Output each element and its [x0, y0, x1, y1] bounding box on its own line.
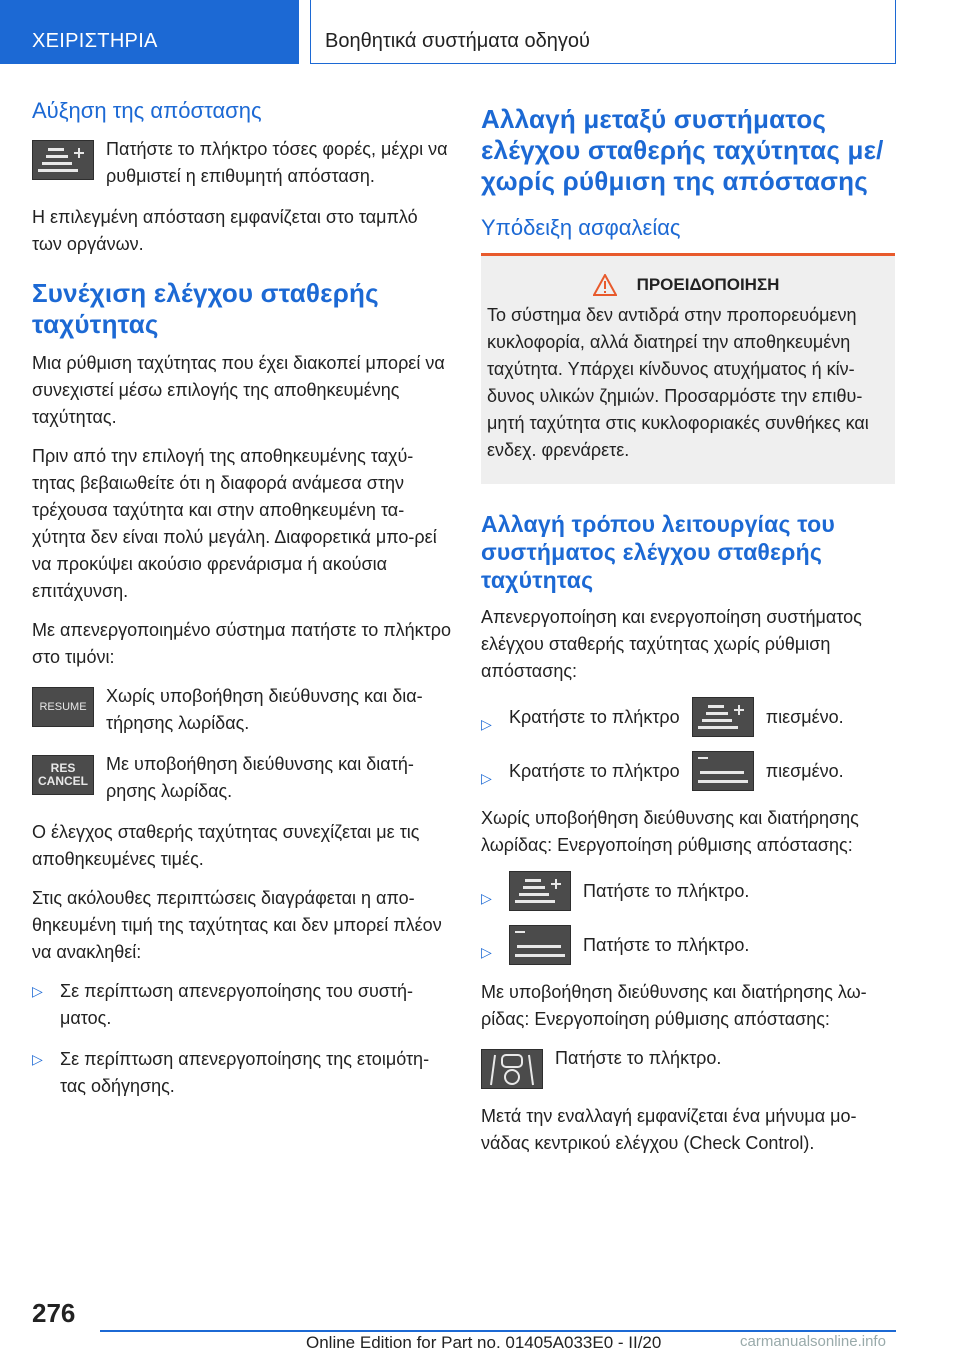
heading-change-mode: Αλλαγή τρόπου λειτουργίας του συστήματος ελέγχου σταθερής ταχύτητας [481, 511, 835, 593]
list-item-text: Κρατήστε το πλήκτρο [509, 706, 680, 727]
paragraph: Χωρίς υποβοήθηση διεύθυνσης και διατήρησης λωρίδας: Ενεργοποίηση ρύθμισης απόστασης: [481, 808, 859, 855]
press-key-list [481, 871, 895, 965]
steering-assist-key-icon [481, 1049, 543, 1089]
warning-title [487, 274, 885, 296]
distance-plus-key-icon [509, 871, 571, 911]
distance-minus-key-icon [509, 925, 571, 965]
edition-text: Online Edition for Part no. 01405A033E0 - II/20 [306, 1333, 662, 1352]
watermark: carmanualsonline.info [740, 1333, 886, 1350]
warning-triangle-icon [593, 274, 617, 296]
heading-switch-mode: Αλλαγή μεταξύ συστήματος ελέγχου σταθερής ταχύτητας με/χωρίς ρύθμιση της απόστασης [481, 104, 884, 196]
triangle-bullet-icon: ▷ [481, 770, 492, 786]
warning-box [481, 253, 895, 484]
list-item [32, 978, 452, 1032]
warning-title-text: ΠΡΟΕΙΔΟΠΟΙΗΣΗ [636, 275, 780, 294]
distance-plus-text: Πατήστε το πλήκτρο τόσες φορές, μέχρι να ρυθμιστεί η επιθυμητή απόσταση. [106, 139, 448, 186]
resume-text: Χωρίς υποβοήθηση διεύθυνσης και δια-τήρησης λωρίδας. [106, 686, 423, 733]
triangle-bullet-icon: ▷ [481, 716, 492, 732]
paragraph: Ο έλεγχος σταθερής ταχύτητας συνεχίζεται με τις αποθηκευμένες τιμές. [32, 822, 420, 869]
hold-key-list [481, 697, 895, 791]
triangle-bullet-icon: ▷ [481, 944, 492, 960]
triangle-bullet-icon: ▷ [32, 983, 43, 999]
rescancel-text: Με υποβοήθηση διεύθυνσης και διατή-ρησης λωρίδας. [106, 754, 414, 801]
warning-text: Το σύστημα δεν αντιδρά στην προπορευόμενη κυκλοφορία, αλλά διατηρεί την αποθηκευμένη ταχύτητα. Υπάρχει κίνδυνος ατυχήματος ή κίν-δυνος υλικών ζημιών. Προσαρμόστε την επιθυ-μητή ταχύτητα στις κυκλοφοριακές συνθήκες και ενδεχ. φρενάρετε. [487, 305, 869, 460]
list-item [481, 925, 895, 965]
page-number: 276 [32, 1298, 76, 1328]
paragraph: Με απενεργοποιημένο σύστημα πατήστε το πλήκτρο στο τιμόνι: [32, 620, 452, 667]
list-item-text: Κρατήστε το πλήκτρο [509, 760, 680, 781]
list-item [32, 1046, 452, 1100]
paragraph: Μετά την εναλλαγή εμφανίζεται ένα μήνυμα μο-νάδας κεντρικού ελέγχου (Check Control). [481, 1106, 857, 1153]
res-cancel-key-icon [32, 755, 94, 795]
distance-minus-key-icon [692, 751, 754, 791]
list-item-text: πιεσμένο. [765, 760, 844, 781]
heading-resume-cruise: Συνέχιση ελέγχου σταθερής ταχύτητας [32, 278, 379, 339]
heading-increase-distance: Αύξηση της απόστασης [32, 98, 262, 123]
paragraph: Η επιλεγμένη απόσταση εμφανίζεται στο ταμπλό των οργάνων. [32, 207, 418, 254]
paragraph: Απενεργοποίηση και ενεργοποίηση συστήματος ελέγχου σταθερής ταχύτητας χωρίς ρύθμιση απόστασης: [481, 607, 862, 681]
resume-key-row [32, 683, 452, 737]
footer-divider [100, 1330, 896, 1332]
distance-plus-key-icon [32, 140, 94, 180]
list-item [481, 871, 895, 911]
bullet-list [32, 978, 452, 1100]
resume-key-label: RESUME [39, 700, 87, 713]
paragraph: Με υποβοήθηση διεύθυνσης και διατήρησης λω-ρίδας: Ενεργοποίηση ρύθμισης απόστασης: [481, 982, 867, 1029]
list-item-text: Σε περίπτωση απενεργοποίησης του συστή-ματος. [60, 981, 414, 1028]
page-header [0, 0, 960, 66]
rescancel-key-row [32, 751, 452, 805]
left-column [32, 98, 452, 1114]
list-item-text: Πατήστε το πλήκτρο. [583, 934, 750, 955]
resume-key-icon [32, 687, 94, 727]
paragraph: Πριν από την επιλογή της αποθηκευμένης ταχύ-τητας βεβαιωθείτε ότι η διαφορά ανάμεσα στην τρέχουσα ταχύτητα και στην αποθηκευμένη τα-χύτητα δεν είναι πολύ μεγάλη. Διαφορετικά μπο-ρεί να προκύψει ακούσιο φρενάρισμα ή ακούσια επιτάχυνση. [32, 446, 437, 601]
distance-plus-key-row [32, 136, 452, 190]
steering-assist-key-row [481, 1045, 895, 1089]
section-tab: ΧΕΙΡΙΣΤΗΡΙΑ [0, 0, 299, 64]
triangle-bullet-icon: ▷ [481, 890, 492, 906]
paragraph: Στις ακόλουθες περιπτώσεις διαγράφεται η απο-θηκευμένη τιμή της ταχύτητας και δεν μπορεί πλέον να ανακληθεί: [32, 888, 442, 962]
list-item-text: πιεσμένο. [765, 706, 844, 727]
list-item-text: Σε περίπτωση απενεργοποίησης της ετοιμότη-τας οδήγησης. [60, 1049, 430, 1096]
list-item [481, 751, 895, 791]
triangle-bullet-icon: ▷ [32, 1051, 43, 1067]
paragraph: Μια ρύθμιση ταχύτητας που έχει διακοπεί μπορεί να συνεχιστεί μέσω επιλογής της αποθηκευμένης ταχύτητας. [32, 353, 445, 427]
heading-safety-note: Υπόδειξη ασφαλείας [481, 215, 681, 240]
steering-assist-text: Πατήστε το πλήκτρο. [555, 1048, 722, 1068]
distance-plus-key-icon [692, 697, 754, 737]
list-item [481, 697, 895, 737]
right-column [481, 98, 895, 1169]
list-item-text: Πατήστε το πλήκτρο. [583, 880, 750, 901]
chapter-title: Βοηθητικά συστήματα οδηγού [310, 0, 896, 64]
res-cancel-key-label-2: CANCEL [38, 774, 88, 788]
res-cancel-key-label-1: RES [50, 761, 76, 775]
